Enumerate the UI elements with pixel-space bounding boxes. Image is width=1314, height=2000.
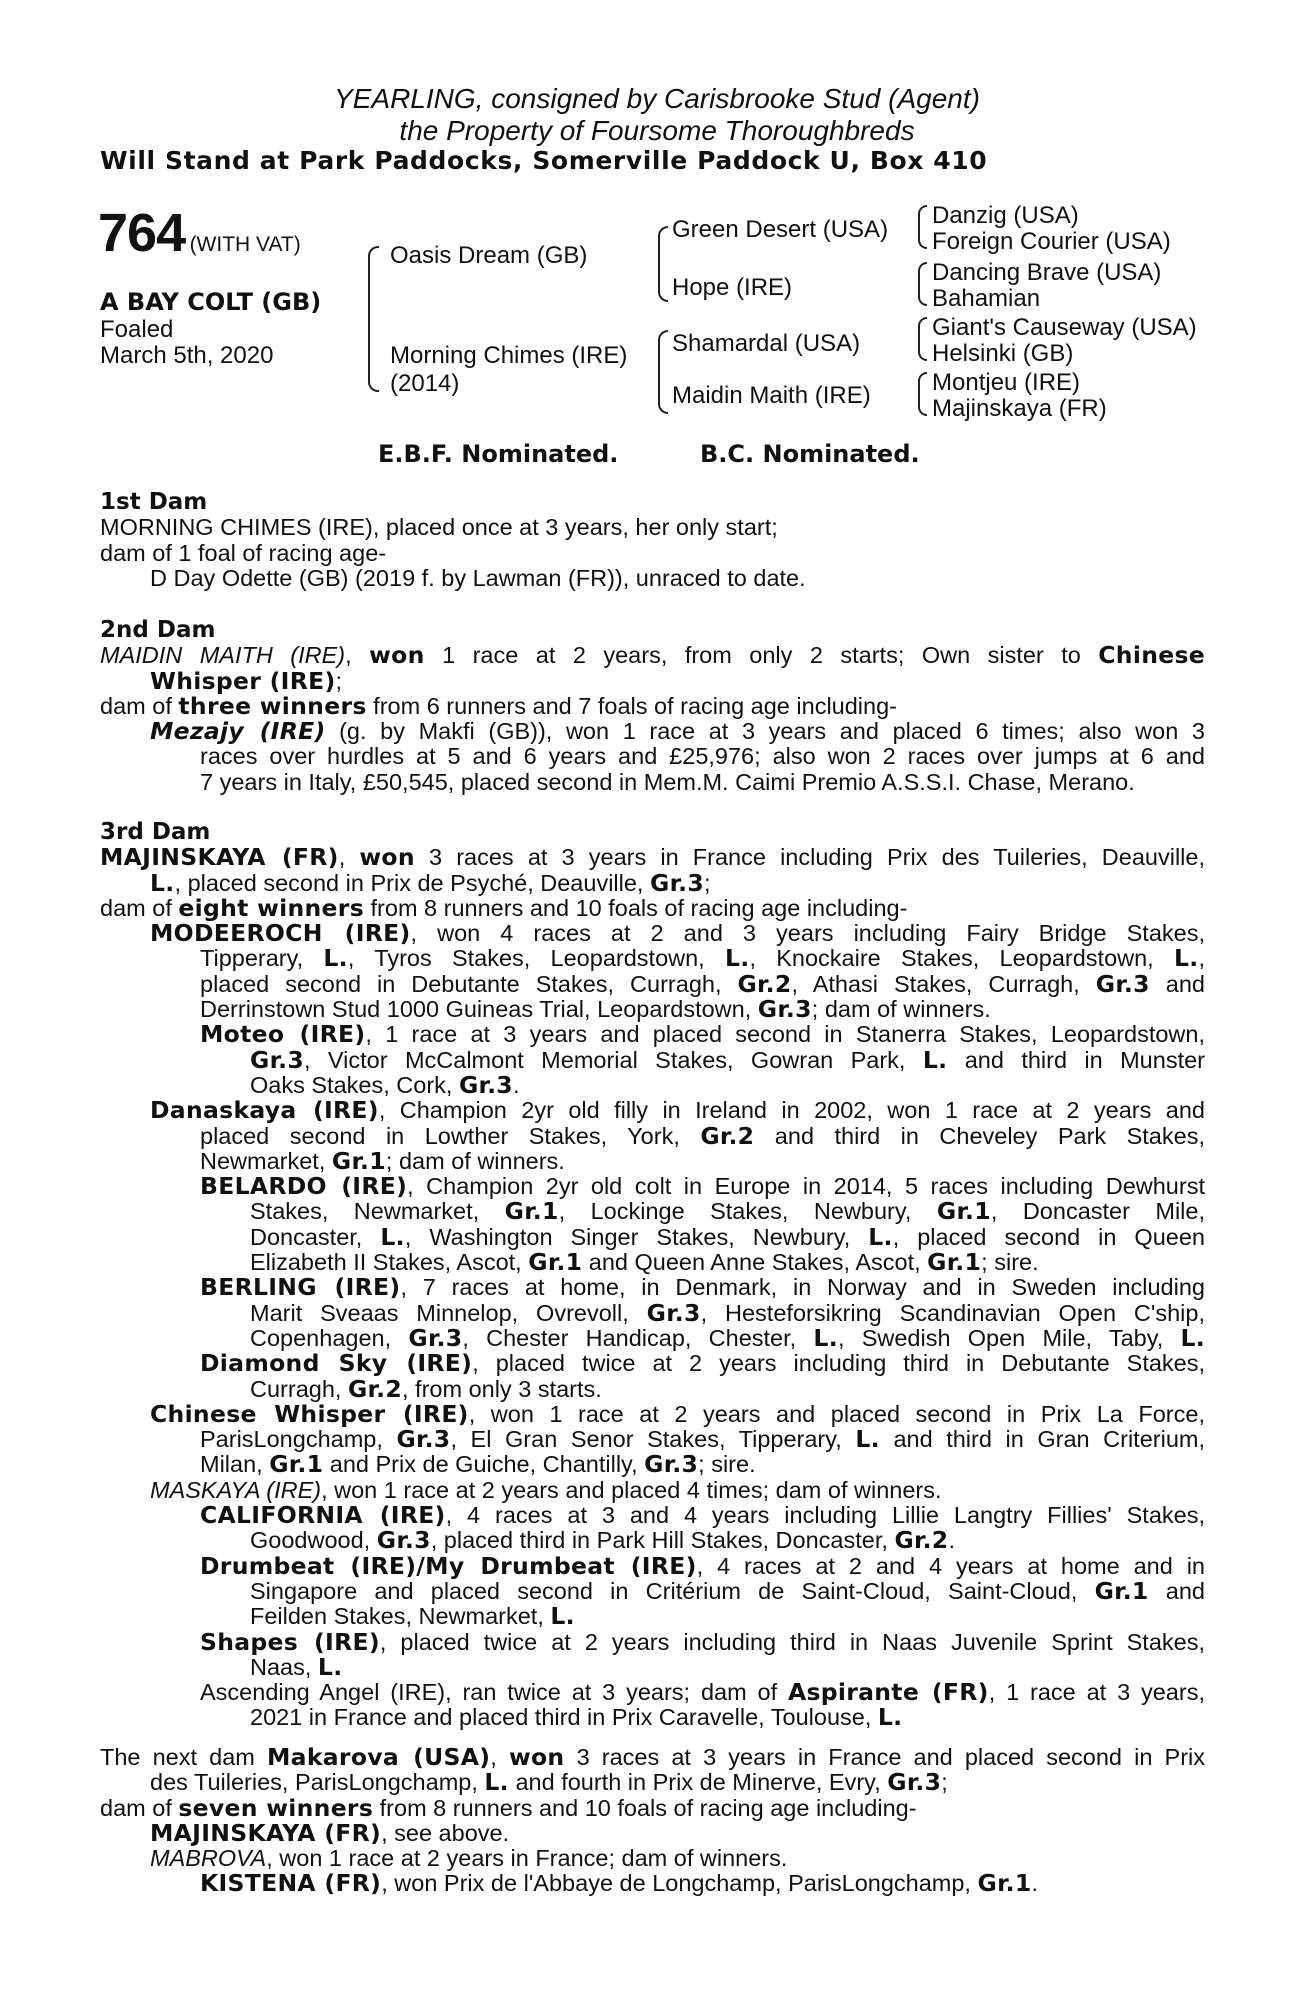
third-dam-line [100,946,1205,971]
third-dam-line [100,1045,1205,1074]
lot-title: A BAY COLT (GB) [100,288,322,316]
text: ; dam of winners. [385,1147,565,1174]
third-dam-line [100,1199,1205,1224]
text: Copenhagen, [250,1324,409,1351]
bc-nominated: B.C. Nominated. [700,440,920,468]
text: ParisLongchamp, [200,1426,397,1453]
third-dam-line [100,1627,1205,1656]
text: , El Gran Senor Stakes, Tipperary, [450,1426,856,1453]
second-dam-line: 7 years in Italy, £50,545, placed second in Mem.M. Caimi Premio A.S.S.I. Chase, Merano. [200,768,1135,795]
text: and [1148,1577,1205,1604]
horse-name: KISTENA (FR) [200,1869,382,1898]
text: , won 4 races at 2 and 3 years including Fairy Bridge Stakes, [410,920,1205,947]
grade: Gr.3 [650,868,705,897]
third-dam-line [100,1121,1205,1150]
text: , placed twice at 2 years including third in Debutante Stakes, [472,1350,1206,1377]
pedigree-g8: Majinskaya (FR) [932,395,1107,422]
text: , Hesteforsikring Scandinavian Open C'ship, [700,1299,1205,1326]
grade: Gr.2 [347,1374,402,1403]
third-dam-heading: 3rd Dam [100,819,211,845]
text-bold: won [508,1743,565,1771]
text: and third in Munster [947,1046,1205,1073]
third-dam-line [100,997,1205,1022]
text: Oaks Stakes, Cork, [250,1071,459,1098]
grade: L. [922,1045,948,1074]
grade: L. [150,868,175,897]
dam-name: MAIDIN MAITH (IRE) [100,642,346,669]
grade: L. [1173,944,1199,973]
text-bold: won [369,641,425,670]
text: , placed twice at 2 years including third in Naas Juvenile Sprint Stakes, [379,1628,1205,1655]
ebf-nominated: E.B.F. Nominated. [378,440,619,468]
next-dam-line [100,1818,1205,1847]
text: ; dam of winners. [811,996,991,1023]
horse-name: Mezajy (IRE) [150,717,326,746]
consignor-line: YEARLING, consigned by Carisbrooke Stud (Agent) [334,83,980,114]
pedigree-brace-sire [658,226,668,302]
text: des Tuileries, ParisLongchamp, [150,1769,485,1796]
text: , placed second in Prix de Psyché, Deauville, [174,869,650,896]
grade: Gr.3 [396,1425,451,1454]
dam-name: MASKAYA (IRE) [150,1476,322,1503]
next-dam-line [100,1745,1205,1770]
grade: L. [868,1222,893,1251]
third-dam-line [100,1503,1205,1528]
third-dam-line [100,1174,1205,1199]
third-dam-line [100,921,1205,946]
text: Goodwood, [250,1527,377,1554]
pedigree-g7: Montjeu (IRE) [932,369,1081,396]
third-dam-line [100,845,1205,870]
text: and Queen Anne Stakes, Ascot, [582,1249,928,1276]
pedigree-g2: Foreign Courier (USA) [932,228,1171,255]
first-dam-line: MORNING CHIMES (IRE), placed once at 3 years, her only start; [100,514,778,541]
grade: Gr.3 [644,1450,699,1479]
text: dam of [100,1794,179,1821]
text: 2021 in France and placed third in Prix Caravelle, Toulouse, [250,1704,878,1731]
first-dam-heading: 1st Dam [100,489,208,515]
third-dam-line [100,868,1205,897]
text: , [338,844,360,871]
pedigree-brace-g12 [918,205,927,249]
text: , 1 race at 3 years, [988,1679,1205,1706]
text: , won 1 race at 2 years and placed 4 times; dam of winners. [321,1476,942,1503]
horse-name: Drumbeat (IRE)/My Drumbeat (IRE) [200,1551,697,1580]
third-dam-line [100,1427,1205,1452]
grade: L. [1180,1323,1206,1352]
text: and [1149,970,1205,997]
text: , placed second in Queen [892,1223,1205,1250]
text: , from only 3 starts. [401,1375,602,1402]
text: Elizabeth II Stakes, Ascot, [250,1249,529,1276]
grade: Gr.3 [887,1768,942,1797]
third-dam-line [100,1222,1205,1251]
third-dam-line [100,1452,1205,1477]
text: , Doncaster Mile, [990,1198,1205,1225]
third-dam-line [100,1705,1205,1730]
text: from 8 runners and 10 foals of racing age including- [373,1794,917,1821]
text: dam of [100,692,179,719]
third-dam-line [100,1652,1205,1681]
text: . [1031,1870,1039,1897]
grade: Gr.2 [894,1526,949,1555]
grade: Gr.1 [528,1248,583,1277]
text: Milan, [200,1451,270,1478]
text: Singapore and placed second in Critérium de Saint-Cloud, Saint-Cloud, [250,1577,1095,1604]
grade: Gr.3 [250,1045,305,1074]
third-dam-line [100,1551,1205,1580]
text: The next dam [100,1744,267,1770]
text: (g. by Makfi (GB)), won 1 race at 3 years and placed 6 times; also won 3 [325,718,1205,745]
text: , 4 races at 3 and 4 years including Lillie Langtry Fillies' Stakes, [445,1502,1205,1529]
text: Naas, [250,1653,318,1680]
third-dam-line [100,1604,1205,1629]
first-dam-produce: D Day Odette (GB) (2019 f. by Lawman (FR)), unraced to date. [150,564,806,591]
text: , [1198,945,1205,972]
grade: L. [877,1703,903,1732]
pedigree-brace-g34 [918,262,927,306]
third-dam-line [100,969,1205,998]
text: , 7 races at home, in Denmark, in Norway and in Sweden including [400,1274,1205,1301]
next-dam-line [100,1871,1205,1896]
second-dam-section [100,618,1205,795]
text: ; [704,869,711,896]
text: placed second in Lowther Stakes, York, [200,1122,701,1149]
grade: Gr.3 [458,1070,513,1099]
third-dam-line [100,1680,1205,1705]
horse-name: Chinese [1098,641,1205,670]
pedigree-brace-g56 [918,317,927,361]
text: ; sire. [981,1249,1039,1276]
pedigree-g5: Giant's Causeway (USA) [932,314,1197,341]
text-bold: seven winners [178,1793,374,1822]
pedigree-sire-dam: Hope (IRE) [672,274,793,301]
property-line: the Property of Foursome Thoroughbreds [399,115,915,146]
next-dam-line [100,1846,1205,1871]
text: . [948,1527,955,1554]
grade: L. [724,944,750,973]
text: from 8 runners and 10 foals of racing age including- [363,894,908,921]
text: , Champion 2yr old filly in Ireland in 2002, won 1 race at 2 years and [378,1097,1205,1124]
pedigree-brace-main [368,246,379,392]
text: , Athasi Stakes, Curragh, [791,970,1096,997]
third-dam-line [100,893,1205,922]
second-dam-line [100,691,1205,720]
text: dam of [100,894,179,921]
grade: Gr.2 [737,969,792,998]
grade: Gr.1 [977,1869,1032,1898]
pedigree-g3: Dancing Brave (USA) [932,259,1162,286]
second-dam-line: races over hurdles at 5 and 6 years and £25,976; also won 2 races over jumps at 6 and [200,743,1205,770]
horse-name: Shapes (IRE) [200,1627,380,1656]
third-dam-line [100,1022,1205,1047]
text: , [345,642,370,669]
text: 1 race at 2 years, from only 2 starts; Own sister to [424,642,1099,669]
text: and fourth in Prix de Minerve, Evry, [508,1769,888,1796]
pedigree-dam-dam: Maidin Maith (IRE) [672,382,871,409]
pedigree-g6: Helsinki (GB) [932,340,1074,367]
third-dam-line [100,1146,1205,1175]
third-dam-line [100,1399,1205,1428]
pedigree-sire-sire: Green Desert (USA) [672,216,889,243]
grade: Gr.3 [376,1526,431,1555]
horse-name: Chinese Whisper (IRE) [150,1399,469,1428]
grade: Gr.1 [504,1197,559,1226]
text: , Lockinge Stakes, Newbury, [558,1198,937,1225]
horse-name: Whisper (IRE) [150,666,336,695]
next-dam-line [100,1793,1205,1822]
text: Marit Sveaas Minnelop, Ovrevoll, [250,1299,647,1326]
text: , placed third in Park Hill Stakes, Doncaster, [430,1527,895,1554]
horse-name: Danaskaya (IRE) [150,1096,379,1125]
text: Derrinstown Stud 1000 Guineas Trial, Leopardstown, [200,996,758,1023]
text: ; [335,667,343,694]
grade: Gr.1 [1094,1576,1149,1605]
lot-number: 764 [98,203,186,263]
grade: Gr.2 [700,1121,755,1150]
text: , won 1 race at 2 years and placed second in Prix La Force, [468,1400,1205,1427]
foaled-date: March 5th, 2020 [100,342,274,369]
text: , see above. [381,1819,510,1846]
text: Stakes, Newmarket, [250,1198,505,1225]
pedigree-sire: Oasis Dream (GB) [390,242,588,269]
pedigree-dam-sire: Shamardal (USA) [672,330,861,357]
pedigree-brace-dam [658,330,668,414]
grade: L. [323,944,348,973]
grade: L. [317,1652,343,1681]
stand-location: Will Stand at Park Paddocks, Somerville Paddock U, Box 410 [100,146,988,175]
text: Newmarket, [200,1147,332,1174]
grade: L. [855,1425,880,1454]
first-dam-section [100,490,1205,591]
lot-heading [98,202,301,264]
text: Feilden Stakes, Newmarket, [250,1603,551,1630]
text: ; sire. [698,1451,756,1478]
horse-name: Diamond Sky (IRE) [200,1349,473,1378]
text: , [490,1744,509,1770]
text: 3 races at 3 years in France including Prix des Tuileries, Deauville, [414,844,1205,871]
text: , 1 race at 3 years and placed second in Stanerra Stakes, Leopardstown, [365,1021,1205,1048]
text-bold: eight winners [178,893,364,922]
second-dam-line [100,666,1205,695]
grade: L. [813,1323,838,1352]
text-bold: won [359,843,415,872]
pedigree-g4: Bahamian [932,285,1041,312]
grade: Gr.1 [936,1197,991,1226]
text: Tipperary, [200,945,324,972]
third-dam-line [100,1374,1205,1403]
dam-name: MABROVA [150,1845,267,1872]
text: , Washington Singer Stakes, Newbury, [404,1223,869,1250]
horse-name: BERLING (IRE) [200,1273,401,1302]
next-dam-section [100,1745,1205,1897]
text: and third in Gran Criterium, [879,1426,1205,1453]
text: Doncaster, [250,1223,381,1250]
text-bold: three winners [178,691,367,720]
text: and third in Cheveley Park Stakes, [754,1122,1205,1149]
first-dam-line: dam of 1 foal of racing age- [100,539,387,566]
grade: Gr.3 [757,995,812,1024]
text: , won Prix de l'Abbaye de Longchamp, ParisLongchamp, [381,1870,978,1897]
text: , Swedish Open Mile, Taby, [837,1324,1181,1351]
horse-name: Aspirante (FR) [787,1678,989,1707]
next-dam-line [100,1770,1205,1795]
horse-name: Makarova (USA) [267,1743,491,1771]
third-dam-line [100,1070,1205,1099]
third-dam-line [100,1323,1206,1352]
third-dam-line [100,1576,1205,1605]
grade: Gr.1 [331,1146,386,1175]
third-dam-line [100,1298,1205,1327]
text: 3 races at 3 years in France and placed second in Prix [564,1744,1205,1770]
text: , Chester Handicap, Chester, [462,1324,814,1351]
horse-name: CALIFORNIA (IRE) [200,1501,446,1530]
foaled-label: Foaled [100,316,174,343]
text: . [512,1071,520,1098]
text: Curragh, [250,1375,348,1402]
second-dam-heading: 2nd Dam [100,617,216,643]
third-dam-line [100,1478,1205,1503]
pedigree-dam-year: (2014) [390,370,460,397]
text: , Champion 2yr old colt in Europe in 2014, 5 races including Dewhurst [407,1173,1205,1200]
horse-name: Moteo (IRE) [200,1020,366,1049]
second-dam-line [100,643,1205,668]
horse-name: MAJINSKAYA (FR) [100,843,339,872]
grade: L. [380,1222,405,1251]
grade: Gr.3 [646,1298,701,1327]
second-dam-line [100,719,1205,744]
text: , Tyros Stakes, Leopardstown, [347,945,725,972]
third-dam-line [100,1275,1205,1300]
text: Ascending Angel (IRE), ran twice at 3 years; dam of [200,1679,788,1706]
horse-name: MODEEROCH (IRE) [150,919,411,948]
grade: Gr.3 [408,1323,463,1352]
third-dam-section [100,820,1205,1731]
grade: Gr.1 [927,1248,982,1277]
grade: L. [550,1602,575,1631]
text: ; [941,1769,948,1796]
horse-name: MAJINSKAYA (FR) [150,1818,382,1847]
text: , Knockaire Stakes, Leopardstown, [749,945,1174,972]
text: placed second in Debutante Stakes, Curragh, [200,970,738,997]
text: , Victor McCalmont Memorial Stakes, Gowran Park, [304,1046,923,1073]
grade: Gr.3 [1095,969,1150,998]
horse-name: BELARDO (IRE) [200,1172,408,1201]
text: and Prix de Guiche, Chantilly, [323,1451,645,1478]
third-dam-line [100,1098,1205,1123]
text: , won 1 race at 2 years in France; dam of winners. [266,1845,788,1872]
pedigree-brace-g78 [918,372,927,416]
text: from 6 runners and 7 foals of racing age including- [366,692,897,719]
pedigree-g1: Danzig (USA) [932,202,1079,229]
pedigree-dam: Morning Chimes (IRE) [390,342,628,369]
vat-label: (WITH VAT) [189,233,301,256]
third-dam-line [100,1250,1205,1275]
text: , 4 races at 2 and 4 years at home and in [696,1552,1205,1579]
grade: L. [484,1768,509,1797]
grade: Gr.1 [269,1450,324,1479]
third-dam-line [100,1528,1205,1553]
third-dam-line [100,1351,1205,1376]
